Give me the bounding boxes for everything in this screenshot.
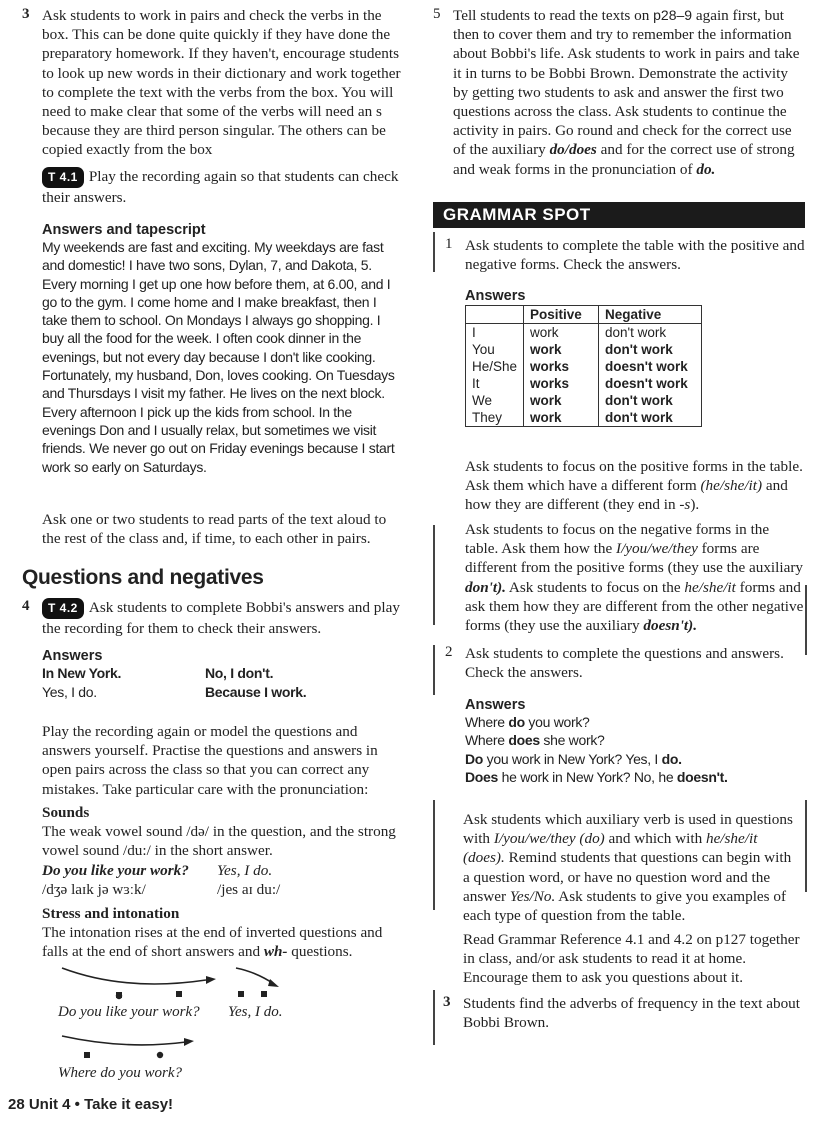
answers-heading: Answers and tapescript xyxy=(42,222,206,238)
divider xyxy=(433,800,435,910)
stress-dot xyxy=(114,991,134,1001)
exercise-4-text: Ask students to complete Bobbi's answers and play the recording for them to check their answers. xyxy=(42,599,400,638)
exercise-4 xyxy=(22,598,402,638)
answers-heading: Answers xyxy=(42,648,103,664)
exercise-number: 4 xyxy=(22,598,30,614)
divider xyxy=(433,645,435,695)
answer: Because I work. xyxy=(205,684,307,700)
divider xyxy=(433,990,435,1045)
practise-text: Play the recording again or model the questions and answers yourself. Practise the questions and answers in open pairs across the class so that you can correct any mistakes. Take particular care with the pronunciation: xyxy=(42,723,378,798)
focus-positive-text: Ask students to focus on the positive forms in the table. Ask them which have a different form (he/she/it) and how they are different (they end in -s). xyxy=(465,458,803,514)
phonetic-question: /dʒə laɪk jə wɜːk/ xyxy=(42,880,146,898)
grammar-table-block xyxy=(465,288,765,427)
exercise-5: 5 Tell students to read the texts on p28–9 again first, but then to cover them and try to remember the information about Bobbi's life. Ask students to work in pairs and take it in turns to be Bobbi Brown. Demonstrate the activity by getting two students to ask and answer the first two questions across the class. Ask students to continue the activity in pairs. Go round and check for the correct use of the auxiliary do/does and for the correct use of strong and weak forms in the pronunciation of do. xyxy=(433,6,800,178)
table-header-row xyxy=(466,306,702,324)
stress-heading: Stress and intonation xyxy=(42,905,180,922)
grammar-reference-text: Read Grammar Reference 4.1 and 4.2 on p127 together in class, and/or ask students to read it at home. Encourage them to ask you questions about it. xyxy=(463,931,800,987)
grammar-spot-header: GRAMMAR SPOT xyxy=(433,202,805,228)
answers-2: Answers Where do you work? Where does she work? Do you work in New York? Yes, I do. Does he work in New York? No, he doesn't. xyxy=(465,697,805,786)
divider xyxy=(433,525,435,625)
phonetic-answer: /jes aɪ du:/ xyxy=(217,880,281,898)
tapescript-text: My weekends are fast and exciting. My weekdays are fast and domestic! I have two sons, Dylan, 7, and Dakota, 5. Every morning I get up one how before them, at 6.00, and I go to the gym. I come home and I make breakfast, then I take them to school. On Mondays I always go shopping. I buy all the food for the week. I often cook dinner in the evenings, but not every day because I don't like cooking. Fortunately, my husband, Don, loves cooking. On Tuesdays and Thursdays I visit my father. He lives on the next block. Every afternoon I pick up the kids from school. In the evenings Don and I usually relax, but sometimes we visit friends. We never go out on Friday evenings because I start work so early on Saturdays. xyxy=(42,239,395,475)
exercise-3 xyxy=(22,6,402,207)
divider xyxy=(805,800,807,892)
example-question: Do you like your work? xyxy=(42,861,189,879)
answers-heading: Answers xyxy=(465,697,526,713)
example-answer: Yes, I do. xyxy=(217,861,273,879)
recording-badge[interactable]: T 4.2 xyxy=(42,598,84,619)
column-header: Positive xyxy=(524,306,599,324)
answer: No, I don't. xyxy=(205,665,274,681)
exercise-number: 3 xyxy=(22,6,30,22)
exercise-3-recording: T 4.1 Play the recording again so that students can check their answers. xyxy=(42,167,399,206)
exercise-number: 5 xyxy=(433,6,441,22)
answers-4 xyxy=(42,648,402,704)
page-footer: 28 Unit 4 • Take it easy! xyxy=(8,1096,174,1113)
sounds-text: The weak vowel sound /də/ in the question, and the strong vowel sound /du:/ in the short answer. xyxy=(42,823,396,860)
answers-tapescript xyxy=(42,222,402,476)
stress-section: Stress and intonation The intonation rises at the end of inverted questions and falls at the end of short answers and wh- questions. xyxy=(42,904,402,962)
answer: Yes, I do. xyxy=(42,684,97,700)
grammar-table xyxy=(465,305,702,427)
divider xyxy=(805,585,807,655)
grammar-item-1: 1 Ask students to complete the table with the positive and negative forms. Check the answers. xyxy=(445,236,805,274)
column-header: Negative xyxy=(599,306,702,324)
grammar-item-2: 2 Ask students to complete the questions and answers. Check the answers. xyxy=(445,644,784,682)
recording-badge[interactable]: T 4.1 xyxy=(42,167,84,188)
answer: In New York. xyxy=(42,665,122,681)
sounds-heading: Sounds xyxy=(42,804,90,821)
diagram-answer-1: Yes, I do. xyxy=(228,1004,283,1020)
grammar-item-3: 3 Students find the adverbs of frequency in the text about Bobbi Brown. xyxy=(443,994,800,1032)
divider xyxy=(433,232,435,272)
auxiliary-text: Ask students which auxiliary verb is used in questions with I/you/we/they (do) and which with he/she/it (does). Remind students that questions can begin with a question word, or have no question word and the answer Yes/No. Ask students to give you examples of each type of question from the table. xyxy=(463,811,793,925)
read-aloud-text: Ask one or two students to read parts of the text aloud to the rest of the class and, if time, to each other in pairs. xyxy=(42,511,387,548)
table-body: I You He/She It We They work work works works work work don't work don't work doesn't work doesn't work don't work don't work xyxy=(466,324,702,427)
diagram-question-2: Where do you work? xyxy=(58,1065,182,1081)
sounds-section xyxy=(42,803,402,899)
focus-negative-text: Ask students to focus on the negative forms in the table. Ask them how the I/you/we/they forms are different from the positive forms (they use the auxiliary don't). Ask students to focus on the he/she/it forms and ask them how they are different from the other negative forms (they use the auxiliary doesn't). xyxy=(465,521,804,635)
diagram-question-1: Do you like your work? xyxy=(58,1004,200,1020)
section-heading: Questions and negatives xyxy=(22,566,264,589)
exercise-3-text: Ask students to work in pairs and check the verbs in the box. This can be done quite quickly if they have done the preparatory homework. If they haven't, encourage students to look up new words in their dictionary and work together to complete the text with the verbs from the box. You will need to make clear that some of the verbs will need an s because they are third person singular. The others can be copied exactly from the box xyxy=(42,7,401,159)
answers-heading: Answers xyxy=(465,288,526,304)
